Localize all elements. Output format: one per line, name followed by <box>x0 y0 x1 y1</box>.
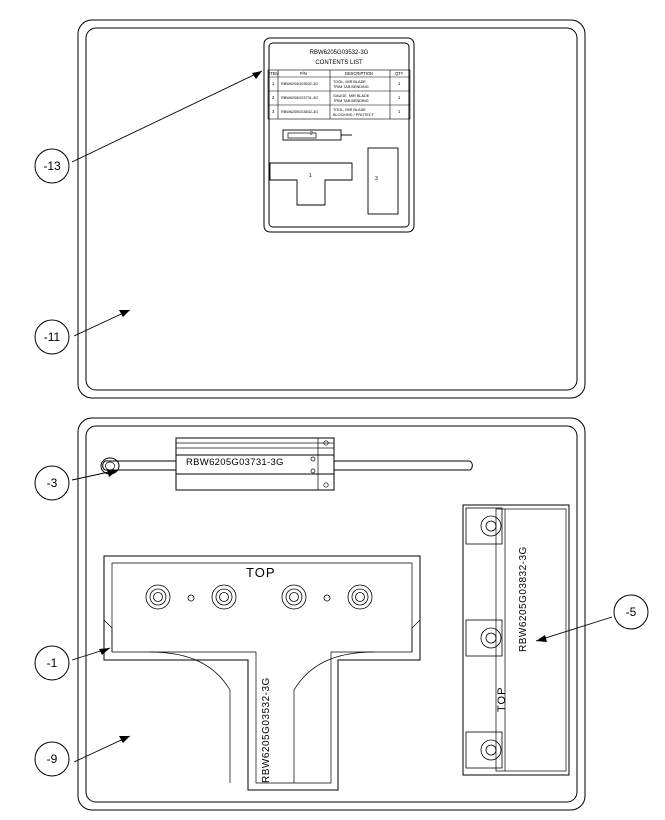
contents-row2-desc1: GAUGE, MIR BLADE <box>333 94 370 98</box>
leader-3 <box>72 470 118 480</box>
contents-row1-desc1: TOOL, MIR BLADE <box>333 80 366 84</box>
balloon-13-label: -13 <box>43 159 61 173</box>
contents-row3-desc2: BLOCKING / PROTECT <box>333 113 374 117</box>
contents-row2-pn: RBW6205G03731-3G <box>281 96 319 100</box>
label-diagram-callout-1: 1 <box>309 173 312 179</box>
contents-row2-qty: 1 <box>398 95 401 100</box>
leader-11 <box>74 310 130 336</box>
main-tool-top-marking: TOP <box>246 565 276 580</box>
balloon-11-label: -11 <box>43 330 61 344</box>
lower-case-inner-outline <box>86 426 577 802</box>
blocking-tool-top-marking: TOP <box>496 686 508 712</box>
leader-5 <box>536 617 612 642</box>
balloon-1-label: -1 <box>46 656 58 670</box>
label-plate-outer <box>264 38 414 232</box>
blocking-tool <box>463 505 569 775</box>
main-tool-part-number: RBW6205G03532-3G <box>261 677 272 783</box>
balloon-5-label: -5 <box>625 605 637 619</box>
contents-row2-item: 2 <box>272 95 275 100</box>
contents-row1-pn: RBW6205G03532-3G <box>281 82 319 86</box>
contents-row1-desc2: TRIM TAB BENDING <box>333 85 369 89</box>
label-plate-inner <box>269 43 409 227</box>
contents-row1-qty: 1 <box>398 81 401 86</box>
contents-row3-desc1: TOOL, MIR BLADE <box>333 108 366 112</box>
contents-header-item: ITEM <box>269 70 279 76</box>
contents-header-pn: P/N <box>300 70 307 76</box>
blocking-tool-part-number: RBW6205G03832-3G <box>518 546 529 652</box>
lower-case-outline <box>78 418 585 810</box>
contents-header-qty: QTY <box>395 70 404 76</box>
contents-row3-qty: 1 <box>398 109 401 114</box>
leader-9 <box>74 736 130 762</box>
gauge-assembly <box>101 438 472 490</box>
contents-row2-desc2: TRIM TAB BENDING <box>333 99 369 103</box>
contents-row1-item: 1 <box>272 81 275 86</box>
contents-header-description: DESCRIPTION <box>345 70 373 76</box>
gauge-part-number: RBW6205G03731-3G <box>186 457 284 468</box>
contents-row3-pn: RBW6205G03832-3G <box>281 110 319 114</box>
label-diagram-callout-2: 2 <box>310 131 313 137</box>
label-plate-content-diagram <box>270 130 398 214</box>
upper-case-inner-outline <box>86 28 577 390</box>
contents-label-title: CONTENTS LIST <box>315 60 363 66</box>
contents-label-part-number: RBW6205G03532-3G <box>309 50 369 56</box>
balloon-9-label: -9 <box>46 752 58 766</box>
contents-row3-item: 3 <box>272 109 275 114</box>
leader-13 <box>72 71 262 162</box>
label-diagram-callout-3: 3 <box>375 176 378 182</box>
balloon-3-label: -3 <box>46 476 58 490</box>
